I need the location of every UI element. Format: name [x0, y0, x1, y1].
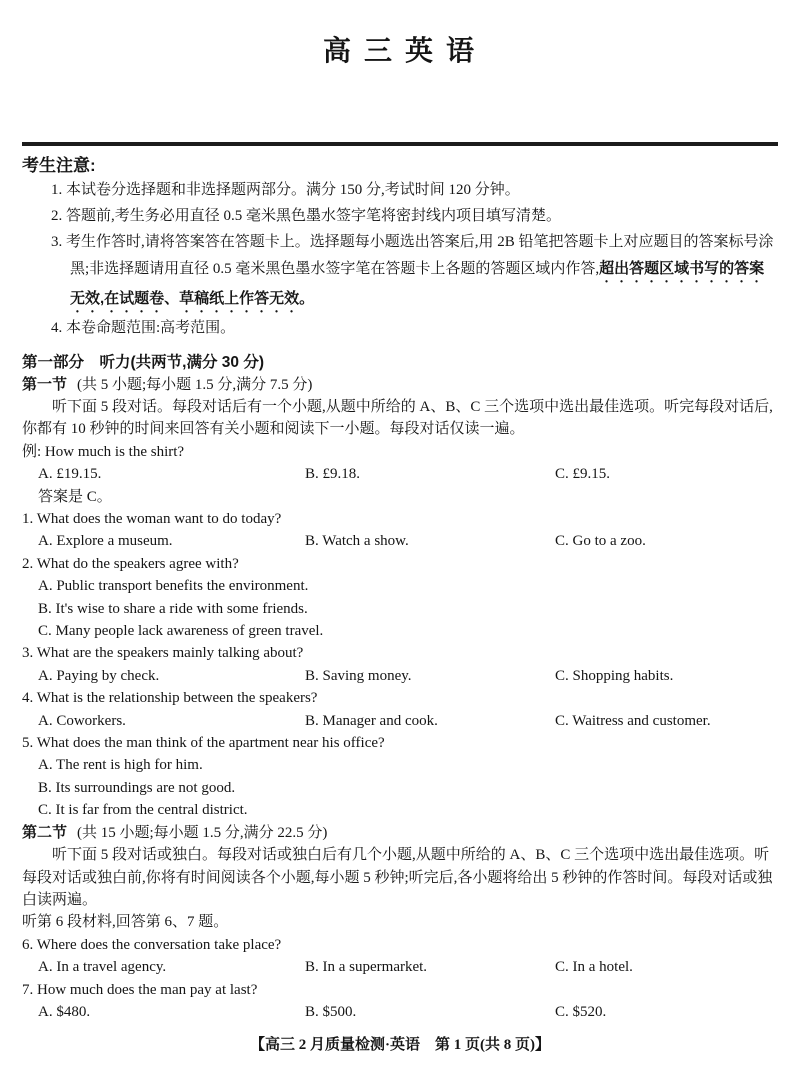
question-1-option-b: B. Watch a show.: [305, 533, 409, 550]
question-3-option-a: A. Paying by check.: [38, 667, 160, 684]
example-question: How much is the shirt?: [44, 443, 185, 460]
example-question-line: [22, 441, 778, 463]
example-option-b: B. £9.18.: [305, 466, 361, 483]
question-4-option-c: C. Waitress and customer.: [555, 712, 711, 729]
question-1-option-c: C. Go to a zoo.: [555, 533, 646, 550]
question-3-text: What are the speakers mainly talking about?: [36, 645, 304, 662]
question-7-number: 7.: [22, 981, 34, 998]
question-3-option-b: B. Saving money.: [305, 667, 412, 684]
question-3-options: [22, 665, 778, 687]
question-6-option-c: C. In a hotel.: [555, 959, 633, 976]
question-6-number: 6.: [22, 936, 34, 953]
section2-instructions: 听下面 5 段对话或独白。每段对话或独白后有几个小题,从题中所给的 A、B、C 三个选项中选出最佳选项。听每段对话或独白前,你将有时间阅读各个小题,每小题 5 秒钟;听完后,各小题将给出 5 秒钟的作答时间。每段对话或独白读两遍。: [22, 847, 773, 908]
section1-instructions: 听下面 5 段对话。每段对话后有一个小题,从题中所给的 A、B、C 三个选项中选出最佳选项。听完每段对话后,你都有 10 秒钟的时间来回答有关小题和阅读下一小题。每段对话仅读一遍。: [22, 398, 773, 438]
question-5-option-b: B. Its surroundings are not good.: [38, 779, 236, 796]
question-4-option-b: B. Manager and cook.: [305, 712, 438, 729]
question-3-option-c: C. Shopping habits.: [555, 667, 674, 684]
question-5-option-c: C. It is far from the central district.: [38, 802, 248, 819]
question-2-number: 2.: [22, 555, 34, 572]
question-5: [22, 732, 778, 754]
question-2-text: What do the speakers agree with?: [36, 555, 239, 572]
notice-heading: 考生注意:: [22, 156, 96, 176]
question-6-option-b: B. In a supermarket.: [305, 959, 428, 976]
question-4-text: What is the relationship between the speakers?: [36, 690, 318, 707]
section1-heading: [22, 374, 778, 396]
question-1-option-a: A. Explore a museum.: [38, 533, 173, 550]
header-rule: [22, 142, 778, 146]
question-5-number: 5.: [22, 735, 34, 752]
notice-item-number: 4.: [51, 319, 63, 336]
exam-body: [22, 351, 778, 1057]
notice-list: [22, 178, 778, 341]
example-option-a: A. £19.15.: [38, 466, 102, 483]
section2-meta: (共 15 小题;每小题 1.5 分,满分 22.5 分): [77, 824, 328, 841]
section2-title: 第二节: [22, 823, 68, 841]
question-3: [22, 642, 778, 664]
question-6-options: [22, 956, 778, 978]
question-6: [22, 934, 778, 956]
notice-item-number: 1.: [51, 182, 63, 199]
question-1: [22, 508, 778, 530]
question-6-option-a: A. In a travel agency.: [38, 959, 167, 976]
question-7-text: How much does the man pay at last?: [37, 981, 258, 998]
question-7: [22, 979, 778, 1001]
example-option-c: C. £9.15.: [555, 466, 611, 483]
example-label: 例:: [22, 443, 42, 460]
question-4: [22, 687, 778, 709]
question-1-number: 1.: [22, 511, 34, 528]
question-2-option-a: A. Public transport benefits the environment.: [38, 578, 309, 595]
notice-item-text: 答题前,考生务必用直径 0.5 毫米黑色墨水签字笔将密封线内项目填写清楚。: [66, 208, 562, 225]
notice-item: [22, 316, 778, 342]
section1-meta: (共 5 小题;每小题 1.5 分,满分 7.5 分): [77, 376, 313, 393]
question-3-number: 3.: [22, 645, 34, 662]
question-5-text: What does the man think of the apartment near his office?: [36, 735, 385, 752]
material-6-note: 听第 6 段材料,回答第 6、7 题。: [22, 914, 229, 931]
notice-item-emphasis: 超出答题区域书写的答案无效,在试题卷、草稿纸上作答无效。: [70, 259, 765, 307]
question-5-option-a: A. The rent is high for him.: [38, 757, 203, 774]
question-1-options: [22, 530, 778, 552]
question-4-options: [22, 710, 778, 732]
question-6-text: Where does the conversation take place?: [36, 936, 282, 953]
question-7-option-c: C. $520.: [555, 1003, 607, 1020]
question-7-options: [22, 1001, 778, 1023]
question-7-option-b: B. $500.: [305, 1003, 357, 1020]
notice-item: [22, 230, 778, 316]
notice-item-number: 3.: [51, 233, 63, 250]
question-2-option-b: B. It's wise to share a ride with some friends.: [38, 600, 308, 617]
notice-item-text: 考生作答时,请将答案答在答题卡上。选择题每小题选出答案后,用 2B 铅笔把答题卡上对应题目的答案标号涂黑;非选择题请用直径 0.5 毫米黑色墨水签字笔在答题卡上各题的答题区域内作答,: [66, 233, 774, 277]
notice-item: [22, 204, 778, 230]
example-answer: 答案是 C。: [38, 488, 112, 505]
section1-title: 第一节: [22, 375, 68, 393]
notice-item-number: 2.: [51, 208, 63, 225]
example-options: [22, 463, 778, 485]
notice-item-text: 本卷命题范围:高考范围。: [66, 319, 236, 336]
notice-item-text: 本试卷分选择题和非选择题两部分。满分 150 分,考试时间 120 分钟。: [66, 182, 520, 199]
notice-item: [22, 178, 778, 204]
question-4-number: 4.: [22, 690, 34, 707]
page-footer: 【高三 2 月质量检测·英语 第 1 页(共 8 页)】: [250, 1037, 550, 1054]
question-4-option-a: A. Coworkers.: [38, 712, 126, 729]
part1-heading: 第一部分 听力(共两节,满分 30 分): [22, 353, 264, 371]
exam-title: 高 三 英 语: [322, 36, 477, 67]
question-2: [22, 553, 778, 575]
question-2-option-c: C. Many people lack awareness of green travel.: [38, 623, 324, 640]
question-7-option-a: A. $480.: [38, 1003, 91, 1020]
section2-heading: [22, 822, 778, 844]
question-1-text: What does the woman want to do today?: [36, 511, 282, 528]
